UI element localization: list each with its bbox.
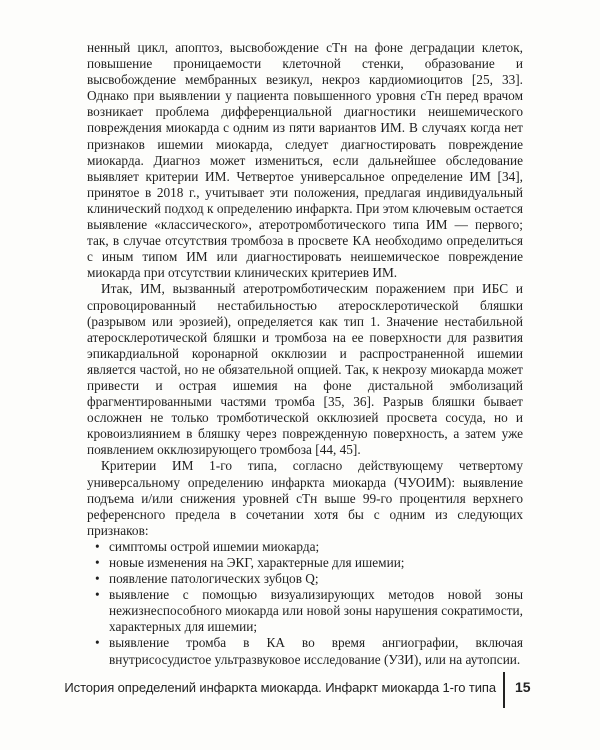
list-item xyxy=(87,635,523,667)
bullet-icon: • xyxy=(95,555,100,570)
paragraph: ненный цикл, апоптоз, высвобождение сТн на фоне деградации клеток, повышение проницаемости клеточной стенки, образование и высвобождение мембранных везикул, некроз кардиомиоцитов [25, 33]. Однако при выявлении у пациента повышенного уровня сТн перед врачом возникает проблема дифференциальной диагностики неишемического повреждения миокарда с одним из пяти вариантов ИМ. В случаях когда нет признаков ишемии миокарда, следует диагностировать повреждение миокарда. Диагноз может измениться, если дальнейшее обследование выявляет критерии ИМ. Четвертое универсальное определение ИМ [34], принятое в 2018 г., учитывает эти положения, предлагая индивидуальный клинический подход к определению инфаркта. При этом ключевым остается выявление «классического», атеротромботического типа ИМ — первого; так, в случае отсутствия тромбоза в просвете КА необходимо определиться с иным типом ИМ или диагностировать неишемическое повреждение миокарда при отсутствии клинических критериев ИМ. xyxy=(87,40,523,281)
bullet-icon: • xyxy=(95,635,100,651)
list-item xyxy=(87,587,523,635)
paragraph: Итак, ИМ, вызванный атеротромботическим поражением при ИБС и спровоцированный нестабильностью атеросклеротической бляшки (разрывом или эрозией), определяется как тип 1. Значение нестабильной атеросклеротической бляшки и тромбоза на ее поверхности для развития эпикардиальной коронарной окклюзии и распространенной ишемии является частой, но не обязательной опцией. Так, к некрозу миокарда может привести и острая ишемия на фоне дистальной эмболизаций фрагментированными частями тромба [35, 36]. Разрыв бляшки бывает осложнен не только тромботической окклюзией просвета сосуда, но и кровоизлиянием в бляшку через поврежденную поверхность, а затем уже появлением окклюзирующего тромбоза [44, 45]. xyxy=(87,281,523,458)
page-body xyxy=(87,40,523,668)
running-footer-title: История определений инфаркта миокарда. Инфаркт миокарда 1-го типа xyxy=(64,680,496,695)
list-item xyxy=(87,555,523,571)
list-item xyxy=(87,539,523,555)
list-item-text: симптомы острой ишемии миокарда; xyxy=(109,538,320,554)
bullet-icon: • xyxy=(95,538,100,554)
list-item-text: выявление с помощью визуализирующих методов новой зоны нежизнеспособного миокарда или новой зоны нарушения сократимости, характерных для ишемии; xyxy=(109,587,523,635)
list-item-text: выявление тромба в КА во время ангиографии, включая внутрисосудистое ультразвуковое исследование (УЗИ), или на аутопсии. xyxy=(109,635,523,667)
list-item xyxy=(87,571,523,587)
page-footer xyxy=(0,672,600,708)
footer-divider xyxy=(503,672,505,708)
list-item-text: новые изменения на ЭКГ, характерные для ишемии; xyxy=(109,555,405,570)
bullet-icon: • xyxy=(95,587,100,603)
bullet-icon: • xyxy=(95,571,100,587)
paragraph: Критерии ИМ 1-го типа, согласно действующему четвертому универсальному определению инфаркта миокарда (ЧУОИМ): выявление подъема и/или снижения уровней сТн выше 99-го процентиля верхнего референсного предела в сочетании хотя бы с одним из следующих признаков: xyxy=(87,458,523,538)
page-number: 15 xyxy=(515,679,531,695)
list-item-text: появление патологических зубцов Q; xyxy=(109,571,319,587)
criteria-list xyxy=(87,539,523,668)
